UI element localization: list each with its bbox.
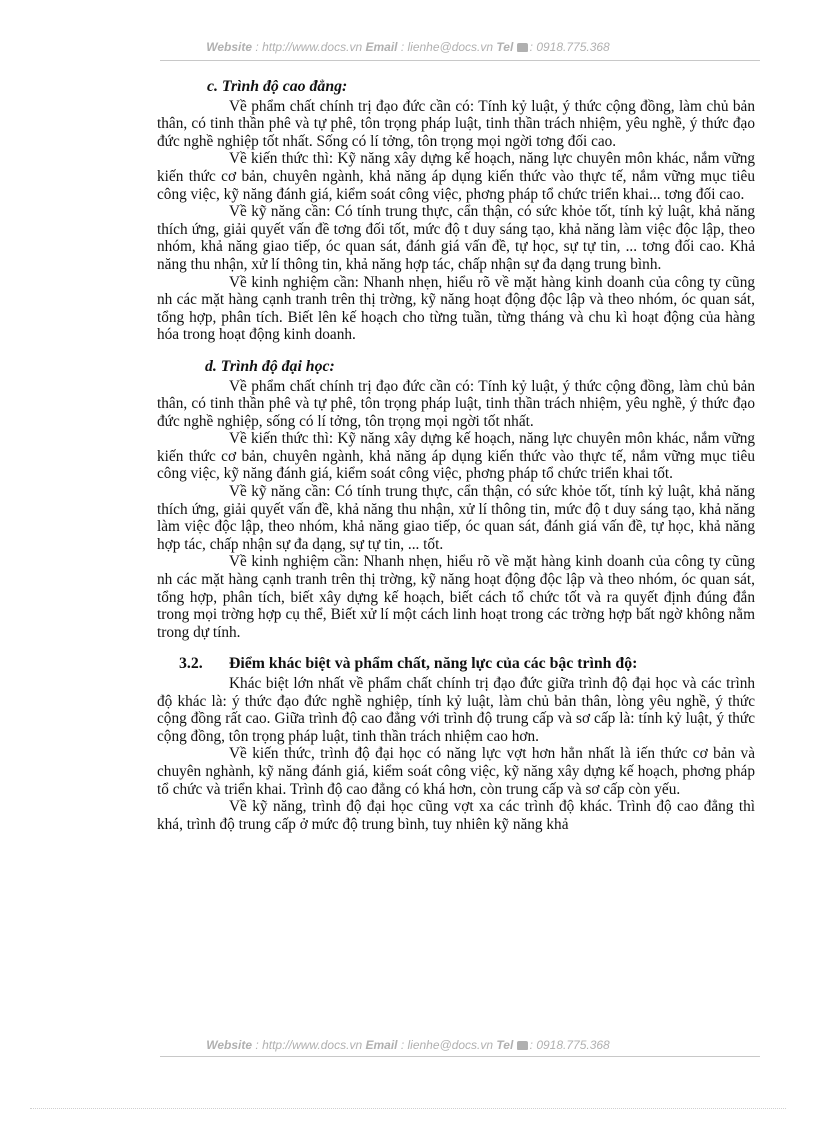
section-d-paragraph: Về phẩm chất chính trị đạo đức cần có: Tính kỷ luật, ý thức cộng đồng, làm chủ bản thân, có tinh thần phê và tự phê, tôn trọng pháp luật, tinh thần trách nhiệm, yêu nghề, ý thức đạo đức nghề nghiệp, sống có lí tởng, tôn trọng mọi ngời tốt nhất. bbox=[157, 377, 755, 430]
section-d-heading: d. Trình độ đại học: bbox=[205, 357, 335, 375]
section-32-title: Điểm khác biệt và phẩm chất, năng lực của các bậc trình độ: bbox=[229, 655, 638, 673]
footer-tel-label: Tel bbox=[496, 1038, 514, 1052]
header-email-label: Email bbox=[365, 40, 398, 54]
section-c-heading: c. Trình độ cao đẳng: bbox=[207, 78, 348, 95]
section-d-paragraph: Về kỹ năng cần: Có tính trung thực, cẩn thận, có sức khỏe tốt, tính kỷ luật, khả năng thích ứng, giải quyết vấn đề, khả năng thu nhận, xử lí thông tin, mức độ t duy sáng tạo, khả năng làm việc độc lập, theo nhóm, khả năng giao tiếp, óc quan sát, đánh giá vấn đề, tự học, khả năng hợp tác, chấp nhận sự đa dạng, sự tự tin, ... tốt. bbox=[157, 483, 755, 553]
footer-email-label: Email bbox=[365, 1038, 398, 1052]
section-c-paragraph: Về kiến thức thì: Kỹ năng xây dựng kế hoạch, năng lực chuyên môn khác, nắm vững kiến thức cơ bản, chuyên ngành, khả năng áp dụng kiến thức vào thực tế, nắm vững mục tiêu công việc, kỹ năng đánh giá, kiểm soát công việc, phơng pháp tổ chức triển khai... tơng đối cao. bbox=[157, 150, 755, 203]
header-rule bbox=[160, 60, 760, 61]
header-tel-label: Tel bbox=[496, 40, 514, 54]
section-32-paragraph: Về kiến thức, trình độ đại học có năng lực vợt hơn hẳn nhất là iến thức cơ bản và chuyên nghành, kỹ năng đánh giá, kiểm soát công việc, kỹ năng xây dựng kế hoạch, phơng pháp tổ chức và triển khai. Trình độ cao đẳng có khá hơn, còn trung cấp và sơ cấp còn yếu. bbox=[157, 745, 755, 798]
header-tel-value: : 0918.775.368 bbox=[529, 40, 610, 54]
section-32-paragraph: Về kỹ năng, trình độ đại học cũng vợt xa các trình độ khác. Trình độ cao đẳng thì khá, trình độ trung cấp ở mức độ trung bình, tuy nhiên kỹ năng khả bbox=[157, 798, 755, 833]
page-header bbox=[0, 40, 816, 54]
footer-website-label: Website bbox=[206, 1038, 253, 1052]
header-website-value: : http://www.docs.vn bbox=[255, 40, 363, 54]
page-break-divider bbox=[30, 1108, 786, 1109]
page-footer bbox=[0, 1038, 816, 1052]
document-body bbox=[157, 78, 755, 833]
section-32-paragraph: Khác biệt lớn nhất về phẩm chất chính trị đạo đức giữa trình độ đại học và các trình độ khác là: ý thức đạo đức nghề nghiệp, tính kỷ luật, làm chủ bản thân, lòng yêu nghề, ý thức cộng đồng rất cao. Giữa trình độ cao đẳng với trình độ trung cấp và sơ cấp là: tính kỷ luật, ý thức cộng đồng, tôn trọng pháp luật, tinh thần trách nhiệm cao hơn. bbox=[157, 675, 755, 745]
section-d-paragraph: Về kinh nghiệm cần: Nhanh nhẹn, hiểu rõ về mặt hàng kinh doanh của công ty cũng nh các mặt hàng cạnh tranh trên thị trờng, kỹ năng hoạt động độc lập và theo nhóm, óc quan sát, tổng hợp, phân tích, biết xây dựng kế hoạch, biết cách tổ chức tốt và ra quyết định đúng đắn trong mọi trờng hợp cụ thể, Biết xử lí một cách linh hoạt trong các trờng hợp bất ngờ không nằm trong dự tính. bbox=[157, 553, 755, 641]
footer-tel-value: : 0918.775.368 bbox=[529, 1038, 610, 1052]
phone-icon bbox=[517, 1041, 528, 1050]
section-c-paragraph: Về kỹ năng cần: Có tính trung thực, cẩn thận, có sức khỏe tốt, tính kỷ luật, khả năng thích ứng, giải quyết vấn đề tơng đối tốt, mức độ t duy sáng tạo, khả năng làm việc độc lập, theo nhóm, khả năng giao tiếp, óc quan sát, đánh giá vấn đề, tự học, sự tự tin, ... tơng đối cao. Khả năng thu nhận, xử lí thông tin, khả năng hợp tác, chấp nhận sự đa dạng trung bình. bbox=[157, 203, 755, 273]
section-c-paragraph: Về phẩm chất chính trị đạo đức cần có: Tính kỷ luật, ý thức cộng đồng, làm chủ bản thân, có tinh thần phê và tự phê, tôn trọng pháp luật, tinh thần trách nhiệm, yêu nghề, ý thức đạo đức nghề nghiệp tốt nhất. Sống có lí tởng, tôn trọng mọi ngời tơng đối cao. bbox=[157, 97, 755, 150]
section-d-paragraph: Về kiến thức thì: Kỹ năng xây dựng kế hoạch, năng lực chuyên môn khác, nắm vững kiến thức cơ bản, chuyên ngành, khả năng áp dụng kiến thức vào thực tế, nắm vững mục tiêu công việc, kỹ năng đánh giá, kiểm soát công việc, phơng pháp tổ chức triển khai tốt. bbox=[157, 430, 755, 483]
footer-email-value: : lienhe@docs.vn bbox=[400, 1038, 494, 1052]
footer-rule bbox=[160, 1056, 760, 1057]
header-email-value: : lienhe@docs.vn bbox=[400, 40, 494, 54]
section-32-heading bbox=[179, 655, 755, 673]
section-32-number: 3.2. bbox=[179, 655, 203, 673]
phone-icon bbox=[517, 43, 528, 52]
header-website-label: Website bbox=[206, 40, 253, 54]
section-c-paragraph: Về kinh nghiệm cần: Nhanh nhẹn, hiểu rõ về mặt hàng kinh doanh của công ty cũng nh các mặt hàng cạnh tranh trên thị trờng, kỹ năng hoạt động độc lập và theo nhóm, óc quan sát, tổng hợp, phân tích. Biết lên kế hoạch cho từng tuần, từng tháng và chu kì hoạt động của hàng hóa trong hoạt động kinh doanh. bbox=[157, 273, 755, 344]
footer-website-value: : http://www.docs.vn bbox=[255, 1038, 363, 1052]
